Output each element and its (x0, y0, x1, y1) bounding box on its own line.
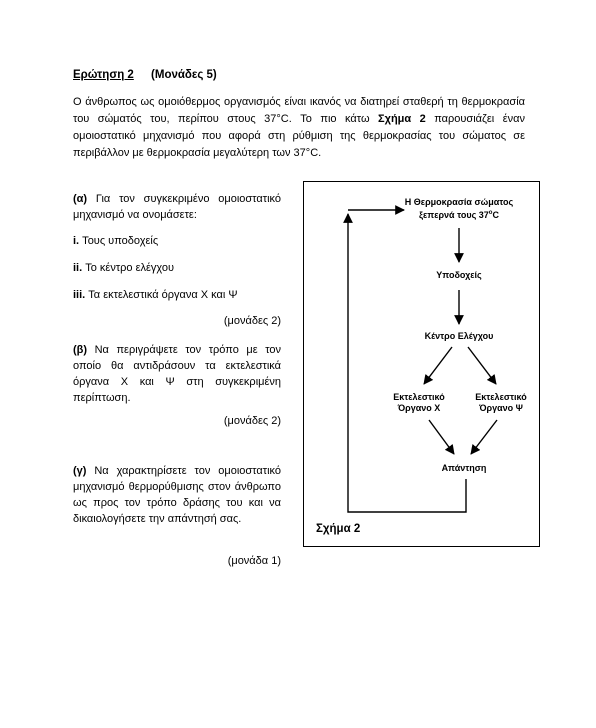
part-b-label: (β) (73, 344, 88, 356)
part-b-marks: (μονάδες 2) (223, 415, 281, 427)
arrow-effector-y-to-response (471, 420, 497, 454)
stimulus-label: Η Θερμοκρασία σώματος ξεπερνά τους $37^oC$ (404, 197, 514, 220)
control-center-label: Κέντρο Ελέγχου (424, 331, 494, 341)
receptors-label: Υποδοχείς (436, 270, 482, 280)
intro-text-2: παρουσιάζει έναν ομοιοστατικό μηχανισμό που αφορά στη ρύθμιση της θερμοκρασίας του σώματος σε περιβάλλον με θερμοκρασία μεγαλύτερη των 37°C. (73, 113, 525, 159)
response-label: Απάντηση (441, 463, 487, 473)
arrow-effector-x-to-response (429, 420, 454, 454)
part-a-label: (α) (73, 193, 88, 205)
part-a-item-3: iii. Τα εκτελεστικά όργανα Χ και Ψ (73, 289, 238, 301)
figure-caption: Σχήμα 2 (316, 523, 361, 535)
part-a-text: (α) Για τον συγκεκριμένο ομοιοστατικό μηχανισμό να ονομάσετε: (73, 193, 281, 221)
part-b-text: (β) Να περιγράψετε τον τρόπο με τον οποίο θα αντιδράσουν τα εκτελεστικά όργανα Χ και Ψ στη συγκεκριμένη περίπτωση. (73, 344, 281, 404)
question-marks: (Μονάδες 5) (151, 69, 217, 81)
part-a-item-1: i. Τους υποδοχείς (73, 235, 159, 247)
part-c-marks: (μονάδα 1) (227, 555, 281, 567)
diagram-arrows (304, 182, 541, 548)
part-c-text: (γ) Να χαρακτηρίσετε τον ομοιοστατικό μηχανισμό θερμορύθμισης στον άνθρωπο ως προς τον τρόπο δράσης του και να δικαιολογήσετε την απάντησή σας. (73, 465, 281, 525)
intro-figure-ref: Σχήμα 2 (378, 113, 426, 125)
question-title: Ερώτηση 2 (73, 69, 134, 81)
part-a-item-2: ii. Το κέντρο ελέγχου (73, 262, 175, 274)
homeostasis-diagram (303, 181, 540, 547)
question-heading (73, 69, 217, 81)
part-a-marks: (μονάδες 2) (223, 315, 281, 327)
question-intro (73, 94, 525, 162)
part-c-label: (γ) (73, 465, 87, 477)
intro-text-1: Ο άνθρωπος ως ομοιόθερμος οργανισμός είναι ικανός να διατηρεί σταθερή τη θερμοκρασία του σώματός του, περίπου στους 37°C. Το πιο κάτω (73, 96, 525, 125)
arrow-control-to-effector-y (468, 347, 496, 384)
arrow-control-to-effector-x (424, 347, 452, 384)
effector-y-label: Εκτελεστικό Όργανο Ψ (475, 392, 527, 413)
effector-x-label: Εκτελεστικό Όργανο Χ (393, 392, 445, 413)
